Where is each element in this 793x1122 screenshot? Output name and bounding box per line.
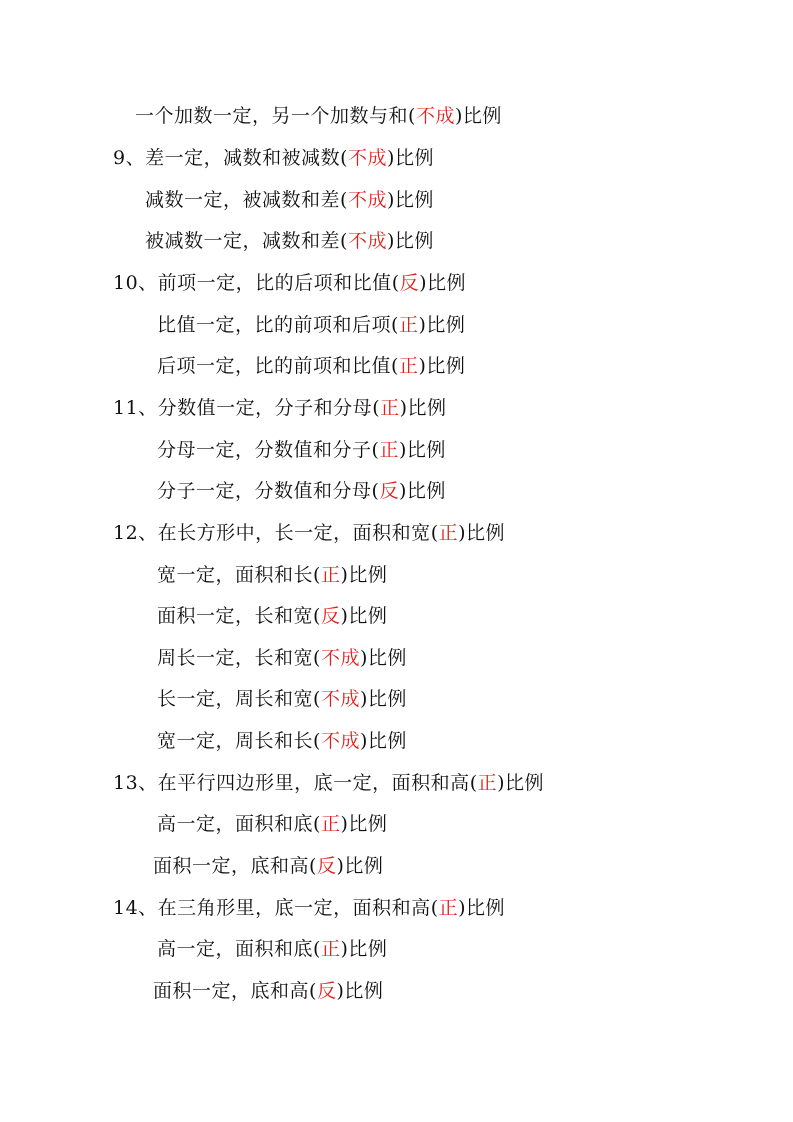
open-paren: ( bbox=[408, 105, 416, 127]
text-line bbox=[157, 352, 465, 380]
statement-text: 10、前项一定，比的后项和比值 bbox=[113, 272, 392, 294]
suffix-text: 比例 bbox=[406, 480, 446, 502]
text-line bbox=[157, 644, 407, 672]
answer-text: 正 bbox=[320, 938, 341, 960]
open-paren: ( bbox=[371, 439, 380, 461]
suffix-text: 比例 bbox=[466, 522, 506, 544]
close-paren: ) bbox=[497, 772, 506, 794]
open-paren: ( bbox=[372, 397, 381, 419]
close-paren: ) bbox=[336, 855, 345, 877]
open-paren: ( bbox=[309, 980, 317, 1002]
open-paren: ( bbox=[430, 522, 439, 544]
text-line bbox=[157, 935, 387, 963]
statement-text: 比值一定，比的前项和后项 bbox=[157, 314, 392, 336]
statement-text: 高一定，面积和底 bbox=[157, 938, 314, 960]
answer-text: 正 bbox=[379, 439, 399, 461]
text-line bbox=[157, 477, 446, 505]
suffix-text: 比例 bbox=[367, 730, 407, 752]
text-line bbox=[153, 977, 383, 1005]
text-line bbox=[157, 561, 387, 589]
close-paren: ) bbox=[454, 105, 463, 127]
close-paren: ) bbox=[340, 605, 349, 627]
open-paren: ( bbox=[340, 230, 348, 252]
text-line bbox=[113, 269, 466, 297]
text-line bbox=[145, 186, 434, 214]
close-paren: ) bbox=[398, 480, 407, 502]
text-line bbox=[157, 810, 387, 838]
answer-text: 不成 bbox=[320, 688, 360, 710]
open-paren: ( bbox=[371, 480, 380, 502]
answer-text: 不成 bbox=[347, 189, 387, 211]
open-paren: ( bbox=[313, 605, 321, 627]
statement-text: 12、在长方形中，长一定，面积和宽 bbox=[113, 522, 431, 544]
close-paren: ) bbox=[359, 688, 368, 710]
text-line bbox=[153, 852, 383, 880]
suffix-text: 比例 bbox=[394, 230, 434, 252]
close-paren: ) bbox=[340, 938, 349, 960]
text-line bbox=[157, 727, 407, 755]
open-paren: ( bbox=[430, 897, 439, 919]
close-paren: ) bbox=[398, 439, 407, 461]
answer-text: 正 bbox=[438, 897, 459, 919]
statement-text: 11、分数值一定，分子和分母 bbox=[113, 397, 373, 419]
close-paren: ) bbox=[359, 730, 368, 752]
suffix-text: 比例 bbox=[406, 439, 446, 461]
answer-text: 反 bbox=[399, 272, 420, 294]
suffix-text: 比例 bbox=[367, 688, 407, 710]
statement-text: 面积一定，底和高 bbox=[153, 980, 310, 1002]
answer-text: 不成 bbox=[347, 230, 387, 252]
statement-text: 面积一定，长和宽 bbox=[157, 605, 314, 627]
statement-text: 分子一定，分数值和分母 bbox=[157, 480, 372, 502]
answer-text: 反 bbox=[316, 855, 337, 877]
text-line bbox=[145, 227, 434, 255]
close-paren: ) bbox=[387, 147, 395, 169]
suffix-text: 比例 bbox=[348, 564, 388, 586]
open-paren: ( bbox=[313, 813, 321, 835]
close-paren: ) bbox=[419, 272, 428, 294]
answer-text: 不成 bbox=[320, 730, 360, 752]
answer-text: 正 bbox=[320, 564, 341, 586]
suffix-text: 比例 bbox=[344, 855, 384, 877]
close-paren: ) bbox=[359, 647, 368, 669]
open-paren: ( bbox=[391, 314, 399, 336]
statement-text: 13、在平行四边形里，底一定，面积和高 bbox=[113, 772, 470, 794]
open-paren: ( bbox=[340, 189, 348, 211]
suffix-text: 比例 bbox=[462, 105, 502, 127]
suffix-text: 比例 bbox=[466, 897, 506, 919]
answer-text: 正 bbox=[380, 397, 400, 419]
statement-text: 被减数一定，减数和差 bbox=[145, 230, 341, 252]
statement-text: 高一定，面积和底 bbox=[157, 813, 314, 835]
open-paren: ( bbox=[313, 730, 321, 752]
close-paren: ) bbox=[458, 522, 467, 544]
answer-text: 反 bbox=[320, 605, 341, 627]
statement-text: 面积一定，底和高 bbox=[153, 855, 310, 877]
close-paren: ) bbox=[386, 230, 395, 252]
open-paren: ( bbox=[340, 147, 349, 169]
suffix-text: 比例 bbox=[348, 813, 388, 835]
statement-text: 一个加数一定，另一个加数与和 bbox=[135, 105, 409, 127]
open-paren: ( bbox=[469, 772, 478, 794]
statement-text: 宽一定，面积和长 bbox=[157, 564, 314, 586]
statement-text: 后项一定，比的前项和比值 bbox=[157, 355, 392, 377]
text-line bbox=[113, 394, 447, 422]
text-line bbox=[135, 102, 502, 130]
text-line bbox=[157, 685, 407, 713]
open-paren: ( bbox=[313, 647, 321, 669]
answer-text: 正 bbox=[320, 813, 341, 835]
suffix-text: 比例 bbox=[505, 772, 545, 794]
statement-text: 减数一定，被减数和差 bbox=[145, 189, 341, 211]
open-paren: ( bbox=[391, 355, 399, 377]
close-paren: ) bbox=[336, 980, 345, 1002]
open-paren: ( bbox=[313, 688, 321, 710]
close-paren: ) bbox=[418, 314, 427, 336]
suffix-text: 比例 bbox=[367, 647, 407, 669]
close-paren: ) bbox=[458, 897, 467, 919]
text-line bbox=[113, 519, 505, 547]
suffix-text: 比例 bbox=[426, 355, 466, 377]
statement-text: 长一定，周长和宽 bbox=[157, 688, 314, 710]
answer-text: 正 bbox=[438, 522, 459, 544]
text-line bbox=[157, 602, 387, 630]
answer-text: 不成 bbox=[415, 105, 455, 127]
text-line bbox=[113, 144, 434, 172]
close-paren: ) bbox=[399, 397, 408, 419]
suffix-text: 比例 bbox=[407, 397, 447, 419]
answer-text: 不成 bbox=[348, 147, 388, 169]
statement-text: 分母一定，分数值和分子 bbox=[157, 439, 372, 461]
statement-text: 14、在三角形里，底一定，面积和高 bbox=[113, 897, 431, 919]
suffix-text: 比例 bbox=[427, 272, 467, 294]
answer-text: 正 bbox=[398, 314, 419, 336]
answer-text: 正 bbox=[477, 772, 498, 794]
answer-text: 正 bbox=[398, 355, 419, 377]
statement-text: 周长一定，长和宽 bbox=[157, 647, 314, 669]
answer-text: 反 bbox=[379, 480, 399, 502]
suffix-text: 比例 bbox=[394, 189, 434, 211]
open-paren: ( bbox=[309, 855, 317, 877]
text-line bbox=[113, 769, 544, 797]
open-paren: ( bbox=[313, 564, 321, 586]
text-line bbox=[157, 436, 446, 464]
close-paren: ) bbox=[418, 355, 427, 377]
text-line bbox=[113, 894, 505, 922]
open-paren: ( bbox=[313, 938, 321, 960]
statement-text: 9、差一定，减数和被减数 bbox=[113, 147, 341, 169]
answer-text: 不成 bbox=[320, 647, 360, 669]
suffix-text: 比例 bbox=[344, 980, 384, 1002]
suffix-text: 比例 bbox=[348, 605, 388, 627]
answer-text: 反 bbox=[316, 980, 337, 1002]
suffix-text: 比例 bbox=[394, 147, 434, 169]
open-paren: ( bbox=[391, 272, 400, 294]
close-paren: ) bbox=[340, 564, 349, 586]
close-paren: ) bbox=[340, 813, 349, 835]
suffix-text: 比例 bbox=[348, 938, 388, 960]
close-paren: ) bbox=[386, 189, 395, 211]
suffix-text: 比例 bbox=[426, 314, 466, 336]
statement-text: 宽一定，周长和长 bbox=[157, 730, 314, 752]
text-line bbox=[157, 311, 465, 339]
